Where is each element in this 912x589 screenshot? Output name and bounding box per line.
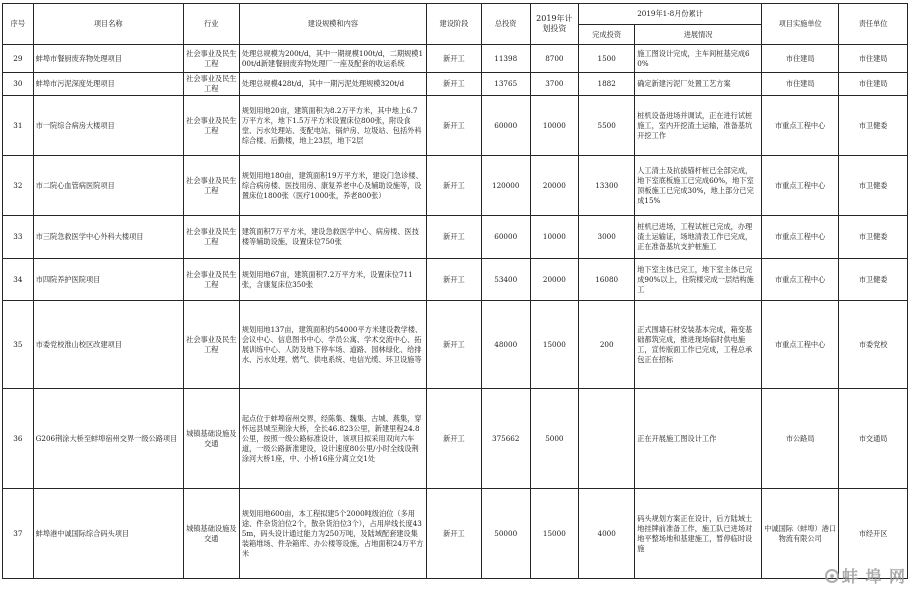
project-name-cell: 市二院心血管病医院项目 bbox=[33, 156, 183, 216]
watermark-text: 蚌 埠 网 bbox=[841, 567, 906, 586]
scale-content-cell: 规划用地180亩，建筑面积19万平方米，建设门急诊楼、综合病房楼、医技用房、康复养老中心及辅助设施等，设置床位1800张（医疗1000张，养老800张） bbox=[239, 156, 426, 216]
impl-unit-cell: 市重点工程中心 bbox=[762, 96, 839, 156]
project-name-cell: 蚌埠港中诚国际综合码头项目 bbox=[33, 489, 183, 579]
header-seq: 序号 bbox=[3, 4, 34, 45]
header-completed: 完成投资 bbox=[579, 25, 635, 45]
plan-2019-cell: 15000 bbox=[530, 301, 579, 389]
stage-cell: 新开工 bbox=[426, 73, 481, 96]
scale-content-cell: 起点位于蚌埠宿州交界，经陈集、魏集、古城、燕集，穿怀远县城至荆涂大桥，全长46.823公里，新建里程24.8公里，按照一级公路标准设计，该项目拟采用双向六车道，一级公路新准建设，设计速度80公里/小时全线设荆涂河大桥1座，中、小桥16座分离立交1处 bbox=[239, 389, 426, 489]
scale-content-cell: 处理总规模为200t/d，其中一期规模100t/d，二期规模100t/d新建餐厨废弃物处理厂一座及配套的收运系统 bbox=[239, 45, 426, 73]
resp-unit-cell: 市住建局 bbox=[839, 45, 908, 73]
plan-2019-cell: 10000 bbox=[530, 96, 579, 156]
impl-unit-cell: 中诚国际（蚌埠）港口物流有限公司 bbox=[762, 489, 839, 579]
completed-investment-cell: 3000 bbox=[579, 216, 635, 259]
scale-content-cell: 处理总规模428t/d，其中一期污泥处理规模320t/d bbox=[239, 73, 426, 96]
resp-unit-cell: 市卫健委 bbox=[839, 216, 908, 259]
completed-investment-cell bbox=[579, 389, 635, 489]
resp-unit-cell: 市卫健委 bbox=[839, 156, 908, 216]
stage-cell: 新开工 bbox=[426, 216, 481, 259]
impl-unit-cell: 市重点工程中心 bbox=[762, 259, 839, 301]
seq-cell: 33 bbox=[3, 216, 34, 259]
impl-unit-cell: 市重点工程中心 bbox=[762, 216, 839, 259]
header-progress: 进展情况 bbox=[635, 25, 762, 45]
progress-cell: 人工清土及抗拔锚杆桩已全部完成，地下室底板施工已完成60%，地下室顶板施工已完成30%，地上部分已完成15% bbox=[635, 156, 762, 216]
stage-cell: 新开工 bbox=[426, 301, 481, 389]
stage-cell: 新开工 bbox=[426, 156, 481, 216]
impl-unit-cell: 市公路局 bbox=[762, 389, 839, 489]
stage-cell: 新开工 bbox=[426, 259, 481, 301]
completed-investment-cell: 16080 bbox=[579, 259, 635, 301]
industry-cell: 社会事业及民生工程 bbox=[183, 216, 239, 259]
completed-investment-cell: 1500 bbox=[579, 45, 635, 73]
table-body bbox=[3, 45, 908, 579]
plan-2019-cell: 10000 bbox=[530, 216, 579, 259]
impl-unit-cell: 市重点工程中心 bbox=[762, 301, 839, 389]
project-name-cell: G206荆涂大桥至蚌埠宿州交界一级公路项目 bbox=[33, 389, 183, 489]
table-row bbox=[3, 489, 908, 579]
table-row bbox=[3, 73, 908, 96]
stage-cell: 新开工 bbox=[426, 489, 481, 579]
scale-content-cell: 规划用地20亩，建筑面积为8.2万平方米，其中地上6.7万平方米，地下1.5万平方米设置床位800张，附设食堂、污水处理站、变配电站、锅炉房、垃圾站、包括外科综合楼、后勤楼，地上23层，地下2层 bbox=[239, 96, 426, 156]
table-row bbox=[3, 216, 908, 259]
table-row bbox=[3, 259, 908, 301]
industry-cell: 社会事业及民生工程 bbox=[183, 73, 239, 96]
scale-content-cell: 规划用地137亩，建筑面积约54000平方米建设教学楼、会议中心、信息图书中心、学员公寓、学术交流中心、拓展训练中心、人防及地下停车场、道路、园林绿化、给排水、污水处理、燃气、供电系统、电信光缆、环卫设施等 bbox=[239, 301, 426, 389]
completed-investment-cell: 13300 bbox=[579, 156, 635, 216]
project-table bbox=[2, 3, 908, 579]
impl-unit-cell: 市重点工程中心 bbox=[762, 156, 839, 216]
impl-unit-cell: 市住建局 bbox=[762, 73, 839, 96]
header-resp-unit: 责任单位 bbox=[839, 4, 908, 45]
table-row bbox=[3, 156, 908, 216]
scale-content-cell: 规划用地600亩，本工程拟建5个2000吨级泊位（多用途、件杂货泊位2个，散杂货泊位3个），占用岸线长度435m，码头设计通过能力为250万吨，及陆域配套建设集装箱堆场、件杂箱库、办公楼等设施，占地面积24万平方米 bbox=[239, 489, 426, 579]
plan-2019-cell: 3700 bbox=[530, 73, 579, 96]
header-impl-unit: 项目实施单位 bbox=[762, 4, 839, 45]
industry-cell: 社会事业及民生工程 bbox=[183, 96, 239, 156]
seq-cell: 29 bbox=[3, 45, 34, 73]
industry-cell: 城镇基础设施及交通 bbox=[183, 489, 239, 579]
project-name-cell: 市一院综合病房大楼项目 bbox=[33, 96, 183, 156]
progress-cell: 确定新建污泥厂处置工艺方案 bbox=[635, 73, 762, 96]
plan-2019-cell: 15000 bbox=[530, 489, 579, 579]
scale-content-cell: 规划用地67亩，建筑面积7.2万平方米，设置床位711张，含康复床位350张 bbox=[239, 259, 426, 301]
impl-unit-cell: 市住建局 bbox=[762, 45, 839, 73]
table-row bbox=[3, 96, 908, 156]
seq-cell: 37 bbox=[3, 489, 34, 579]
industry-cell: 社会事业及民生工程 bbox=[183, 45, 239, 73]
plan-2019-cell: 20000 bbox=[530, 259, 579, 301]
seq-cell: 32 bbox=[3, 156, 34, 216]
completed-investment-cell: 1882 bbox=[579, 73, 635, 96]
completed-investment-cell: 4000 bbox=[579, 489, 635, 579]
watermark bbox=[825, 564, 906, 587]
completed-investment-cell: 200 bbox=[579, 301, 635, 389]
total-investment-cell: 13765 bbox=[481, 73, 530, 96]
progress-cell: 正式围墙石材安装基本完成，箱变基础都筑完成，推进现场临时供电施工，宣传版面工作已完成，工程总承包正在招标 bbox=[635, 301, 762, 389]
total-investment-cell: 48000 bbox=[481, 301, 530, 389]
header-stage: 建设阶段 bbox=[426, 4, 481, 45]
project-name-cell: 蚌埠市污泥深度处理项目 bbox=[33, 73, 183, 96]
resp-unit-cell: 市经开区 bbox=[839, 489, 908, 579]
progress-cell: 正在开展施工图设计工作 bbox=[635, 389, 762, 489]
seq-cell: 34 bbox=[3, 259, 34, 301]
resp-unit-cell: 市住建局 bbox=[839, 73, 908, 96]
header-total: 总投资 bbox=[481, 4, 530, 45]
plan-2019-cell: 8700 bbox=[530, 45, 579, 73]
industry-cell: 社会事业及民生工程 bbox=[183, 156, 239, 216]
project-name-cell: 市委党校淮山校区改建项目 bbox=[33, 301, 183, 389]
scale-content-cell: 建筑面积7万平方米，建设急救医学中心、病房楼、医技楼等辅助设施，设置床位750张 bbox=[239, 216, 426, 259]
table-row bbox=[3, 389, 908, 489]
header-industry: 行业 bbox=[183, 4, 239, 45]
seq-cell: 36 bbox=[3, 389, 34, 489]
total-investment-cell: 60000 bbox=[481, 216, 530, 259]
progress-cell: 桩机设备进场并调试，正在进行试桩施工，室内开挖渣土运输，准备基坑开挖工作 bbox=[635, 96, 762, 156]
table-row bbox=[3, 301, 908, 389]
total-investment-cell: 53400 bbox=[481, 259, 530, 301]
resp-unit-cell: 市交通局 bbox=[839, 389, 908, 489]
seq-cell: 35 bbox=[3, 301, 34, 389]
project-name-cell: 蚌埠市餐厨废弃物处理项目 bbox=[33, 45, 183, 73]
stage-cell: 新开工 bbox=[426, 389, 481, 489]
total-investment-cell: 120000 bbox=[481, 156, 530, 216]
industry-cell: 社会事业及民生工程 bbox=[183, 301, 239, 389]
table-row bbox=[3, 45, 908, 73]
plan-2019-cell: 5000 bbox=[530, 389, 579, 489]
total-investment-cell: 50000 bbox=[481, 489, 530, 579]
seq-cell: 30 bbox=[3, 73, 34, 96]
total-investment-cell: 375662 bbox=[481, 389, 530, 489]
progress-cell: 地下室主体已完工，地下室主体已完成90%以上，住院楼完成一层结构施工 bbox=[635, 259, 762, 301]
header-scale: 建设规模和内容 bbox=[239, 4, 426, 45]
header-cumulative: 2019年1-8月份累计 bbox=[579, 4, 762, 25]
total-investment-cell: 11398 bbox=[481, 45, 530, 73]
total-investment-cell: 60000 bbox=[481, 96, 530, 156]
seq-cell: 31 bbox=[3, 96, 34, 156]
industry-cell: 社会事业及民生工程 bbox=[183, 259, 239, 301]
progress-cell: 桩机已进场，工程试桩已完成，办理渣土运输证，场地清表工作已完成，正在准备基坑支护桩施工 bbox=[635, 216, 762, 259]
plan-2019-cell: 20000 bbox=[530, 156, 579, 216]
header-name: 项目名称 bbox=[33, 4, 183, 45]
resp-unit-cell: 市卫健委 bbox=[839, 96, 908, 156]
header-plan2019: 2019年计划投资 bbox=[530, 4, 579, 45]
watermark-logo-icon bbox=[825, 569, 839, 583]
stage-cell: 新开工 bbox=[426, 45, 481, 73]
project-name-cell: 市三院急救医学中心外科大楼项目 bbox=[33, 216, 183, 259]
project-name-cell: 市四院养护医院项目 bbox=[33, 259, 183, 301]
completed-investment-cell: 5500 bbox=[579, 96, 635, 156]
resp-unit-cell: 市委党校 bbox=[839, 301, 908, 389]
progress-cell: 施工图设计完成，主车间桩基完成60% bbox=[635, 45, 762, 73]
progress-cell: 码头规划方案正在设计，后方陆域土地挂牌前准备工作，施工队已进场对地平整场地和基建施工，暂停临时设施 bbox=[635, 489, 762, 579]
stage-cell: 新开工 bbox=[426, 96, 481, 156]
resp-unit-cell: 市卫健委 bbox=[839, 259, 908, 301]
industry-cell: 城镇基础设施及交通 bbox=[183, 389, 239, 489]
